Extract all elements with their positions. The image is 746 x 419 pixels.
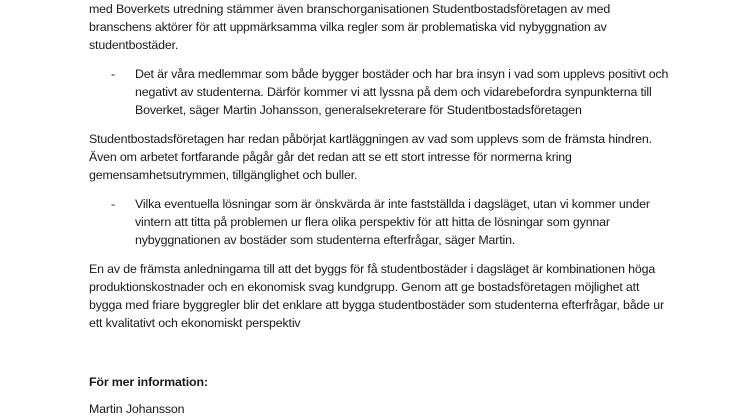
paragraph-1-line-1: med Boverkets utredning stämmer även branschorganisationen Studentbostadsföretagen av med [89,2,611,16]
paragraph-3-line-3: bygga med friare byggregler blir det enklare att bygga studentbostäder som studenterna efterfrågar, både ur [89,298,664,312]
paragraph-3-line-1: En av de främsta anledningarna till att det byggs för få studentbostäder i dagsläget är kombinationen höga [89,262,656,276]
paragraph-2-line-2: Även om arbetet fortfarande pågår går det redan att se ett stort intresse för normerna kring [89,150,572,164]
paragraph-1-line-3: studentbostäder. [89,38,179,52]
paragraph-3-line-4: ett kvalitativt och ekonomiskt perspektiv [89,316,301,330]
paragraph-2-line-1: Studentbostadsföretagen har redan påbörjat kartläggningen av vad som upplevs som de främsta hindren. [89,132,652,146]
quote-1-dash: - [111,67,116,81]
more-info-heading: För mer information: [89,375,208,389]
quote-1-line-2: negativt av studenterna. Därför kommer vi att lyssna på dem och vidarebefordra synpunkterna till [135,85,652,99]
quote-2-dash: - [111,197,116,211]
quote-2-line-3: nybyggnationen av bostäder som studenterna efterfrågar, säger Martin. [135,233,516,247]
paragraph-1-line-2: branschens aktörer för att uppmärksamma vilka regler som är problematiska vid nybyggnation av [89,20,607,34]
paragraph-2-line-3: gemensamhetsutrymmen, tillgänglighet och buller. [89,168,358,182]
paragraph-3-line-2: produktionskostnader och en ekonomisk svag kundgrupp. Genom att ge bostadsföretagen möjlighet att [89,280,640,294]
contact-name: Martin Johansson [89,402,185,416]
quote-1-line-3: Boverket, säger Martin Johansson, generalsekreterare för Studentbostadsföretagen [135,103,582,117]
quote-1-line-1: Det är våra medlemmar som både bygger bostäder och har bra insyn i vad som upplevs positivt och [135,67,669,81]
quote-2-line-2: vintern att titta på problemen ur flera olika perspektiv för att hitta de lösningar som gynnar [135,215,610,229]
quote-2-line-1: Vilka eventuella lösningar som är önskvärda är inte fastställda i dagsläget, utan vi kommer under [135,197,650,211]
